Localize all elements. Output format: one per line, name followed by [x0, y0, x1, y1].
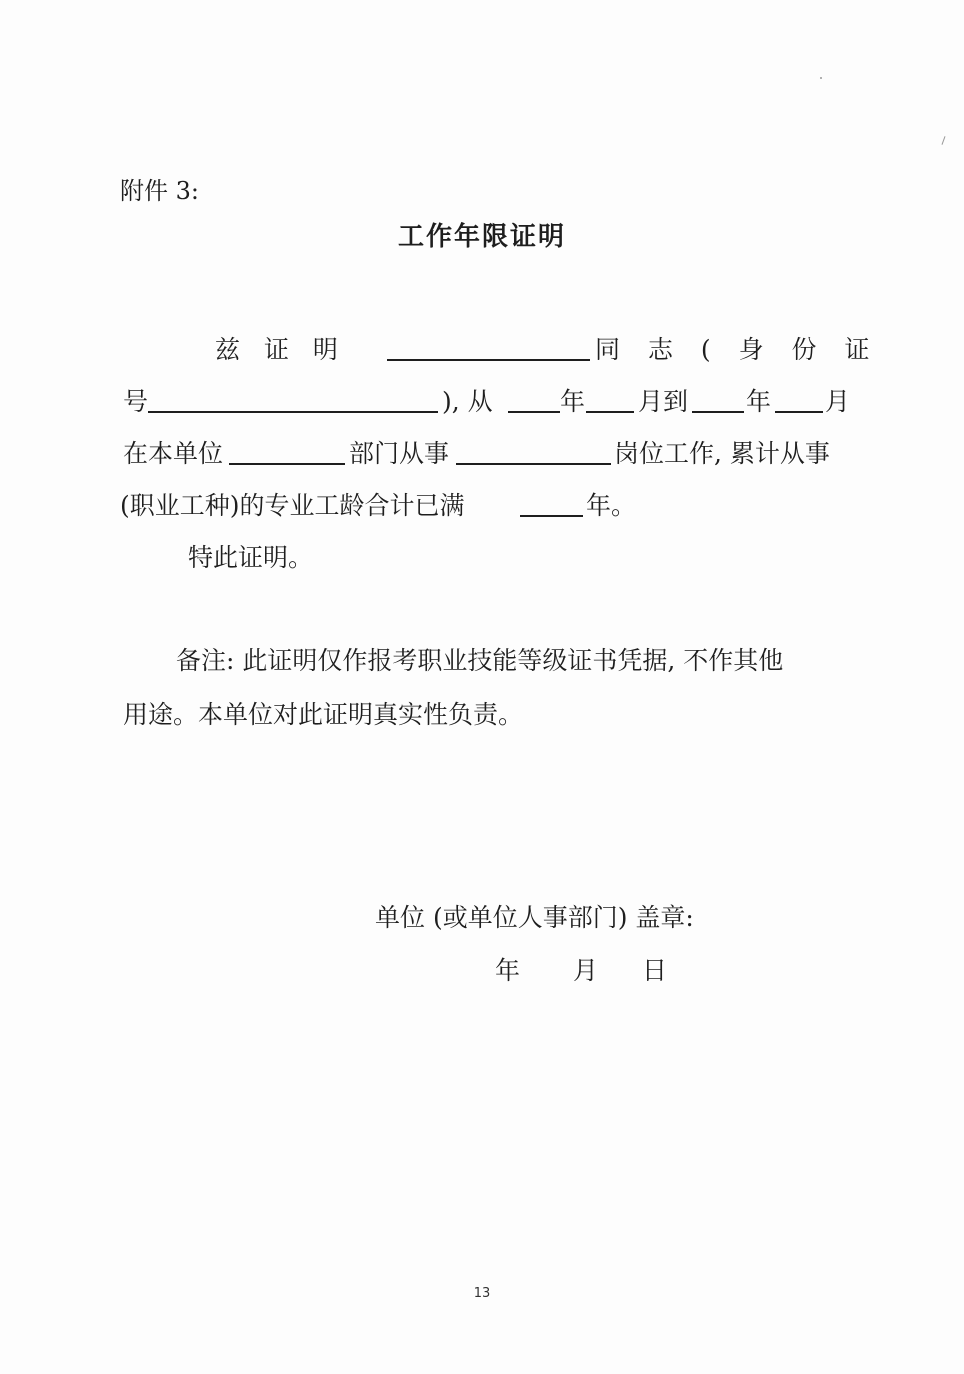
start-year-label: 年	[560, 387, 586, 416]
annex-label: 附件 3:	[120, 177, 199, 205]
years-label: 年。	[586, 491, 637, 520]
years-blank	[520, 493, 583, 517]
position-blank	[456, 441, 611, 465]
end-year-label: 年	[746, 387, 772, 416]
scan-mark	[941, 136, 945, 145]
id-number-blank	[148, 389, 438, 413]
position-text: 岗位工作, 累计从事	[614, 439, 830, 468]
end-month-blank	[775, 389, 823, 413]
start-month-blank	[586, 389, 634, 413]
end-month-label: 月	[825, 387, 851, 416]
comrade-id-text: 同 志 ( 身 份 证	[595, 335, 880, 364]
department-blank	[229, 441, 345, 465]
date-month-label: 月	[573, 956, 599, 985]
month-to-text: 月到	[638, 387, 689, 416]
seniority-text: (职业工种)的专业工龄合计已满	[120, 491, 465, 520]
certify-text: 兹 证 明	[215, 335, 346, 364]
start-year-blank	[508, 389, 560, 413]
page-number: 13	[473, 1286, 491, 1301]
seal-label: 单位 (或单位人事部门) 盖章:	[375, 903, 694, 932]
closing-text: 特此证明。	[188, 543, 314, 572]
department-text: 部门从事	[349, 439, 450, 468]
unit-text: 在本单位	[123, 439, 224, 468]
name-blank	[387, 337, 590, 361]
note-line-1: 备注: 此证明仅作报考职业技能等级证书凭据, 不作其他	[176, 646, 784, 675]
note-line-2: 用途。本单位对此证明真实性负责。	[123, 700, 524, 729]
from-text: ), 从	[442, 387, 493, 416]
end-year-blank	[692, 389, 744, 413]
date-day-label: 日	[642, 956, 668, 985]
id-number-label: 号	[123, 387, 149, 416]
date-year-label: 年	[495, 956, 521, 985]
document-title: 工作年限证明	[397, 222, 566, 252]
scan-speck	[820, 77, 822, 79]
